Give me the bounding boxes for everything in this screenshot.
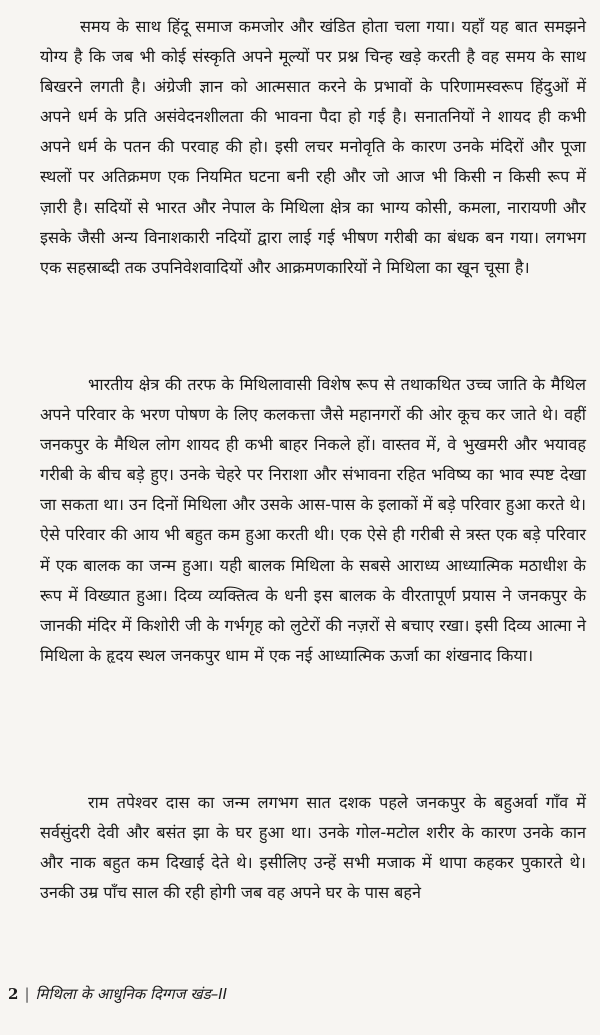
paragraph-3: राम तपेश्वर दास का जन्म लगभग सात दशक पहले जनकपुर के बहुअर्वा गाँव में सर्वसुंदरी देवी और बसंत झा के घर हुआ था। उनके गोल-मटोल शरीर के कारण उनके कान और नाक बहुत कम दिखाई देते थे। इसीलिए उन्हें सभी मजाक में थापा कहकर पुकारते थे। उनकी उम्र पाँच साल की रही होगी जब वह अपने घर के पास बहने	[40, 793, 586, 903]
book-title: मिथिला के आधुनिक दिग्गज खंड–II	[35, 985, 228, 1003]
page-number: 2	[8, 985, 19, 1003]
paragraph-1: समय के साथ हिंदू समाज कमजोर और खंडित होता चला गया। यहाँ यह बात समझने योग्य है कि जब भी कोई संस्कृति अपने मूल्यों पर प्रश्न चिन्ह खड़े करती है वह समय के साथ बिखरने लगती है। अंग्रेजी ज्ञान को आत्मसात करने के प्रभावों के परिणामस्वरूप हिंदुओं में अपने धर्म के प्रति असंवेदनशीलता की भावना पैदा हो गई है। सनातनियों ने शायद ही कभी अपने धर्म के पतन की परवाह की हो। इसी लचर मनोवृति के कारण उनके मंदिरों और पूजा स्थलों पर अतिक्रमण एक नियमित घटना बनी रही और जो आज भी किसी न किसी रूप में ज़ारी है। सदियों से भारत और नेपाल के मिथिला क्षेत्र का भाग्य कोसी, कमला, नारायणी और इसके जैसी अन्य विनाशकारी नदियों द्वारा लाई गई भीषण गरीबी का बंधक बन गया। लगभग एक सहस्राब्दी तक उपनिवेशवादियों और आक्रमणकारियों ने मिथिला का खून चूसा है।	[40, 17, 586, 277]
footer-separator: |	[24, 985, 30, 1003]
page-footer	[8, 984, 227, 1004]
paragraph-2: भारतीय क्षेत्र की तरफ के मिथिलावासी विशेष रूप से तथाकथित उच्च जाति के मैथिल अपने परिवार के भरण पोषण के लिए कलकत्ता जैसे महानगरों की ओर कूच कर जाते थे। वहीं जनकपुर के मैथिल लोग शायद ही कभी बाहर निकले हों। वास्तव में, वे भुखमरी और भयावह गरीबी के बीच बड़े हुए। उनके चेहरे पर निराशा और संभावना रहित भविष्य का भाव स्पष्ट देखा जा सकता था। उन दिनों मिथिला और उसके आस-पास के इलाकों में बड़े परिवार हुआ करते थे। ऐसे परिवार की आय भी बहुत कम हुआ करती थी। एक ऐसे ही गरीबी से त्रस्त एक बड़े परिवार में एक बालक का जन्म हुआ। यही बालक मिथिला के सबसे आराध्य आध्यात्मिक मठाधीश के रूप में विख्यात हुआ। दिव्य व्यक्तित्व के धनी इस बालक के वीरतापूर्ण प्रयास ने जनकपुर के जानकी मंदिर में किशोरी जी के गर्भगृह को लुटेरों की नज़रों से बचाए रखा। इसी दिव्य आत्मा ने मिथिला के हृदय स्थल जनकपुर धाम में एक नई आध्यात्मिक ऊर्जा का शंखनाद किया।	[40, 375, 586, 665]
